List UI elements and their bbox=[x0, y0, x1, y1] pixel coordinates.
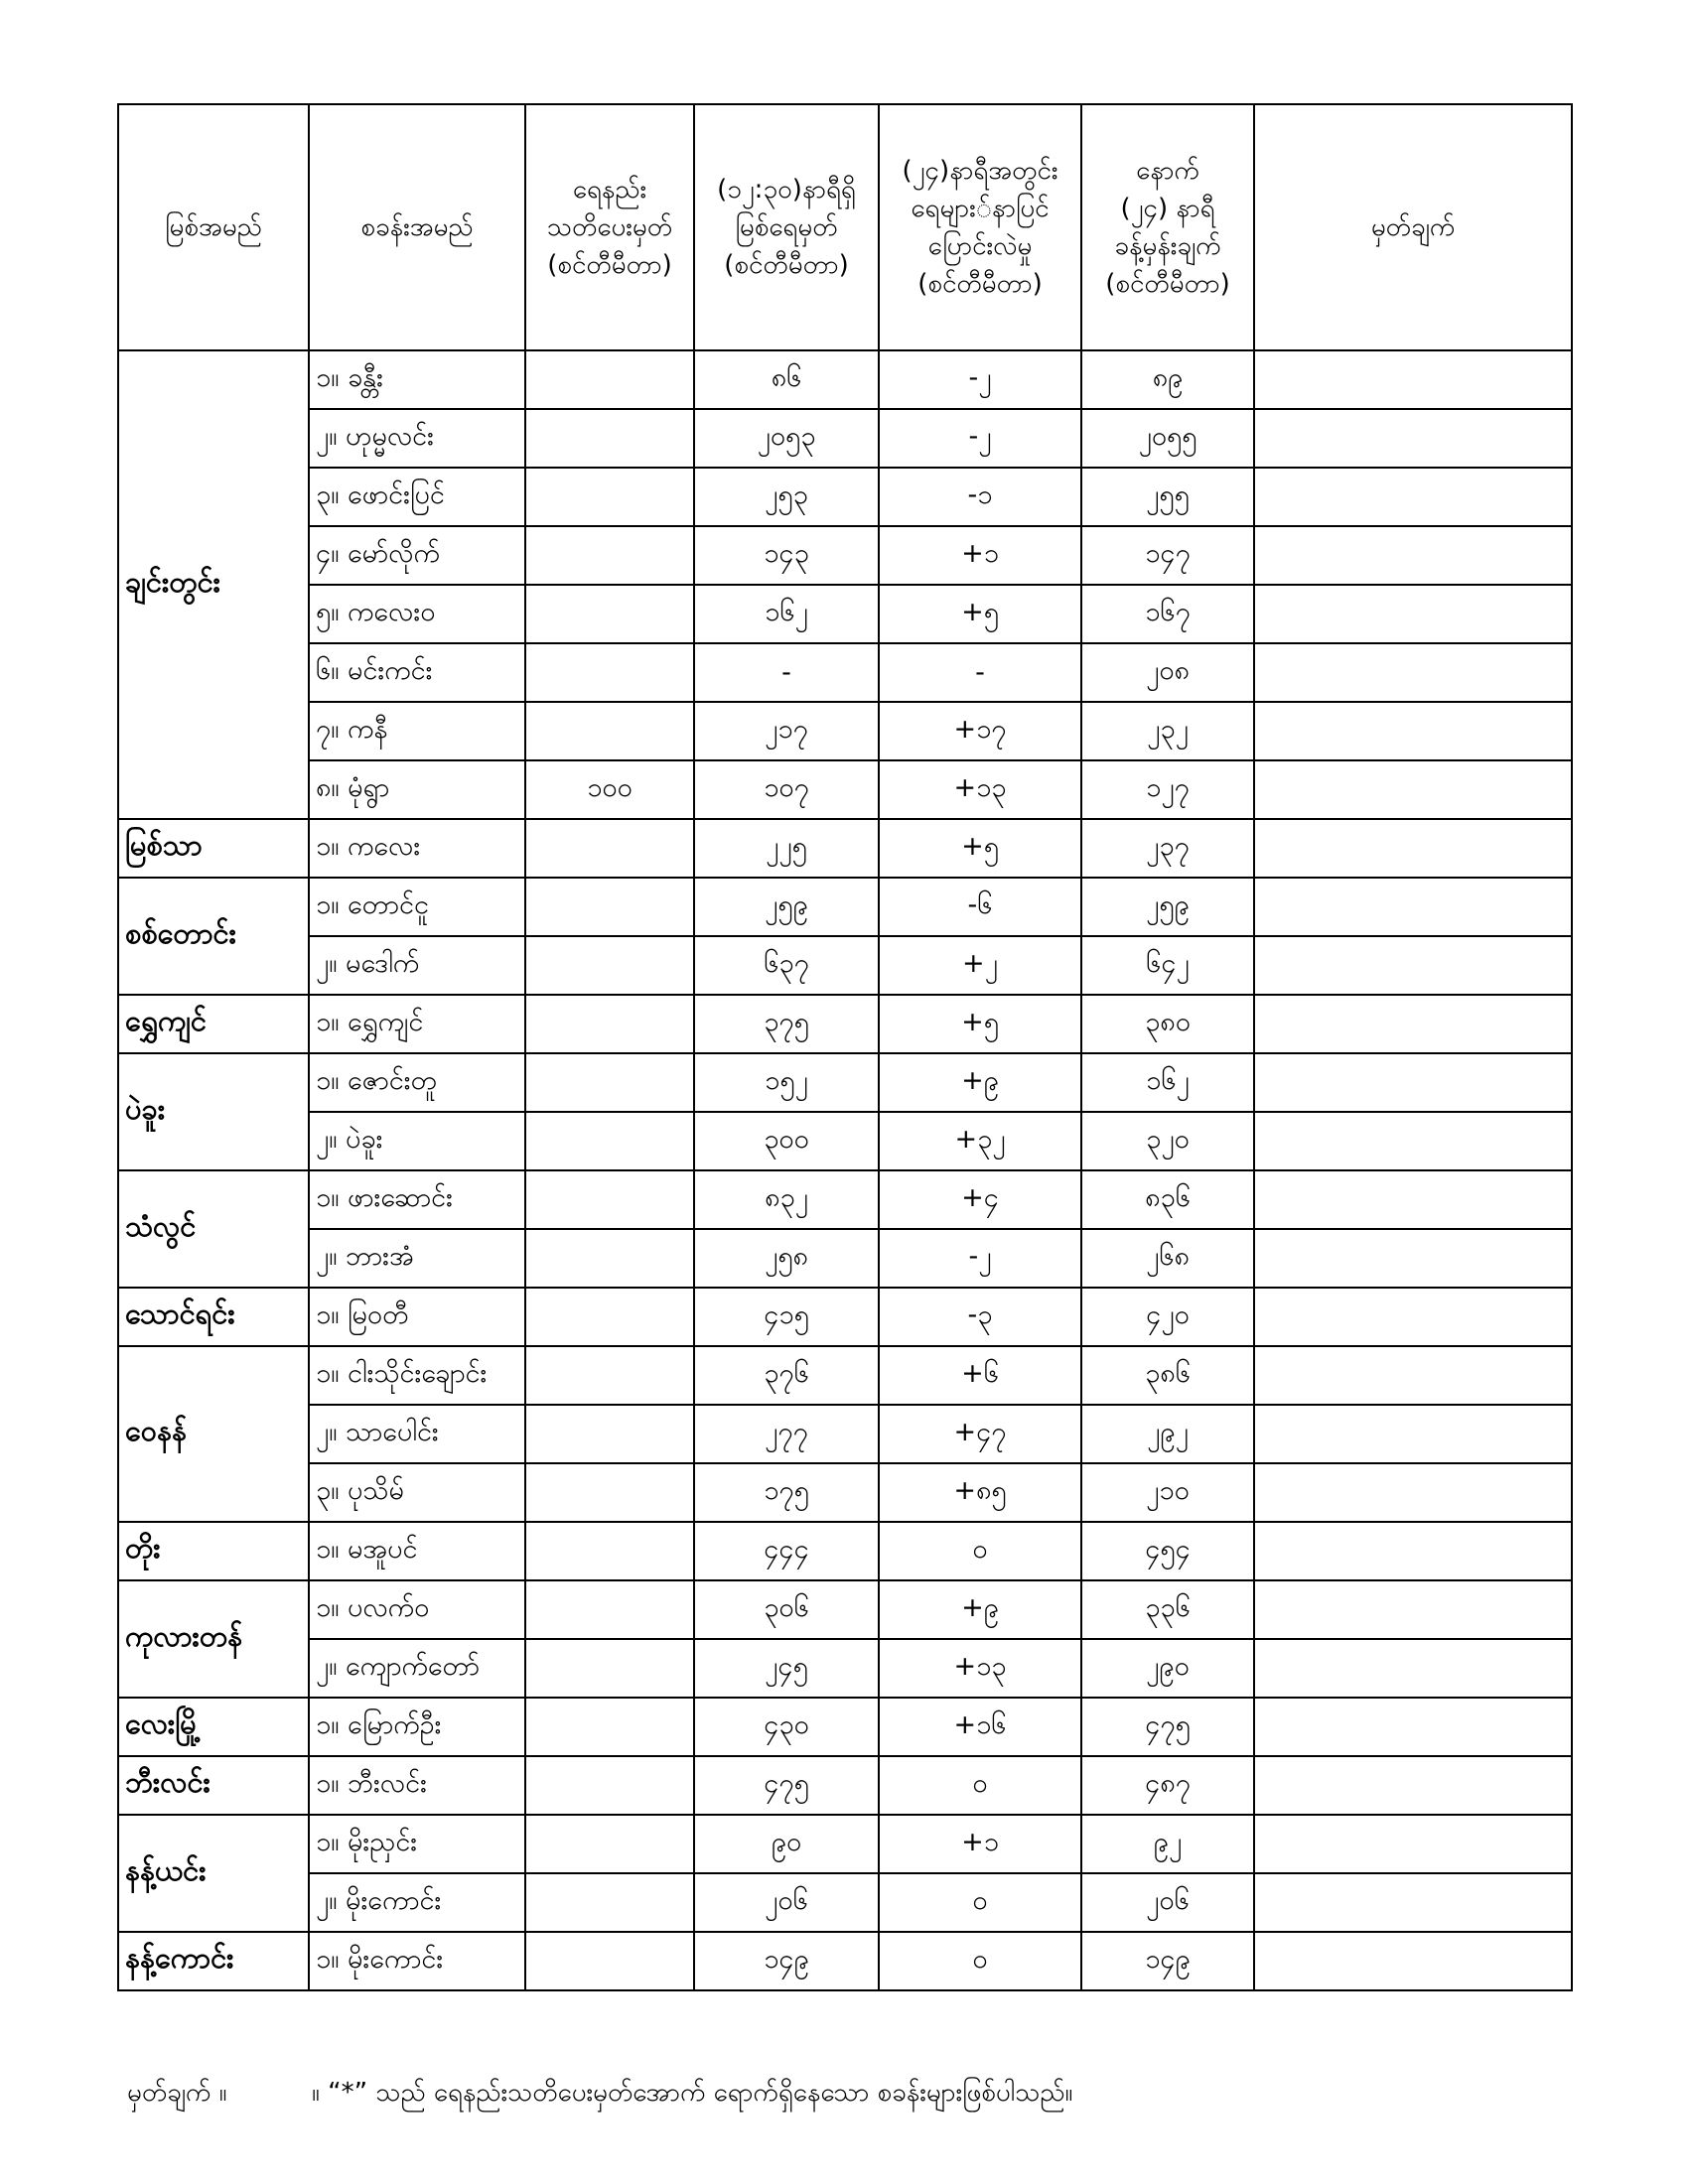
table-row bbox=[118, 468, 1572, 526]
danger-level-cell bbox=[525, 1112, 694, 1170]
station-cell: ၁။ ရွှေကျင် bbox=[309, 995, 525, 1053]
remark-cell bbox=[1254, 585, 1572, 643]
table-row bbox=[118, 585, 1572, 643]
header-line: (စင်တီမီတာ) bbox=[724, 250, 849, 280]
change-cell: +၈၅ bbox=[879, 1463, 1081, 1522]
change-cell: +၉ bbox=[879, 1580, 1081, 1639]
river-name-cell: သောင်ရင်း bbox=[118, 1288, 309, 1346]
water-level-cell: ၁၄၉ bbox=[694, 1932, 879, 1990]
water-level-cell: ၄၁၅ bbox=[694, 1288, 879, 1346]
danger-level-cell bbox=[525, 1873, 694, 1932]
forecast-cell: ၂၅၉ bbox=[1081, 878, 1254, 936]
forecast-cell: ၄၅၄ bbox=[1081, 1522, 1254, 1580]
header-river: မြစ်အမည် bbox=[118, 104, 309, 350]
station-cell: ၆။ မင်းကင်း bbox=[309, 643, 525, 702]
header-line: (၂၄)နာရီအတွင်း bbox=[902, 156, 1058, 186]
water-level-cell: ၃၇၆ bbox=[694, 1346, 879, 1405]
remark-cell bbox=[1254, 1463, 1572, 1522]
table-row bbox=[118, 1873, 1572, 1932]
danger-level-cell bbox=[525, 1346, 694, 1405]
river-name-cell: တိုး bbox=[118, 1522, 309, 1580]
forecast-cell: ၁၄၉ bbox=[1081, 1932, 1254, 1990]
table-row bbox=[118, 760, 1572, 819]
table-row bbox=[118, 995, 1572, 1053]
station-cell: ၂။ ဘားအံ bbox=[309, 1229, 525, 1288]
remark-cell bbox=[1254, 350, 1572, 409]
change-cell: +၁၆ bbox=[879, 1698, 1081, 1756]
remark-cell bbox=[1254, 1580, 1572, 1639]
table-row bbox=[118, 1932, 1572, 1990]
change-cell: +၉ bbox=[879, 1053, 1081, 1112]
water-level-cell: ၂၅၃ bbox=[694, 468, 879, 526]
forecast-cell: ၃၂၀ bbox=[1081, 1112, 1254, 1170]
danger-level-cell bbox=[525, 1815, 694, 1873]
remark-cell bbox=[1254, 643, 1572, 702]
river-name-cell: လေးမြို့ bbox=[118, 1698, 309, 1756]
table-row bbox=[118, 1580, 1572, 1639]
forecast-cell: ၂၅၅ bbox=[1081, 468, 1254, 526]
station-cell: ၂။ ဟုမ္မလင်း bbox=[309, 409, 525, 468]
table-row bbox=[118, 526, 1572, 585]
danger-level-cell bbox=[525, 819, 694, 878]
header-danger-level bbox=[525, 104, 694, 350]
table-row bbox=[118, 936, 1572, 995]
station-cell: ၁။ ဘီးလင်း bbox=[309, 1756, 525, 1815]
river-name-cell: ရွှေကျင် bbox=[118, 995, 309, 1053]
footnote-label: မှတ်ချက် ။ bbox=[127, 2078, 227, 2108]
forecast-cell: ၁၆၂ bbox=[1081, 1053, 1254, 1112]
danger-level-cell bbox=[525, 936, 694, 995]
change-cell: ၀ bbox=[879, 1873, 1081, 1932]
danger-level-cell bbox=[525, 1229, 694, 1288]
station-cell: ၄။ မော်လိုက် bbox=[309, 526, 525, 585]
river-name-cell: စစ်တောင်း bbox=[118, 878, 309, 995]
remark-cell bbox=[1254, 995, 1572, 1053]
station-cell: ၂။ သာပေါင်း bbox=[309, 1405, 525, 1463]
table-row bbox=[118, 878, 1572, 936]
danger-level-cell bbox=[525, 1932, 694, 1990]
forecast-cell: ၄၇၅ bbox=[1081, 1698, 1254, 1756]
station-cell: ၇။ ကနီ bbox=[309, 702, 525, 760]
header-remarks: မှတ်ချက် bbox=[1254, 104, 1572, 350]
header-line: (စင်တီမီတာ) bbox=[1105, 269, 1230, 299]
header-line: (စင်တီမီတာ) bbox=[917, 269, 1043, 299]
water-level-cell: ၂၅၈ bbox=[694, 1229, 879, 1288]
water-level-cell: ၁၀၇ bbox=[694, 760, 879, 819]
forecast-cell: ၆၄၂ bbox=[1081, 936, 1254, 995]
header-line: နောက် bbox=[1136, 156, 1199, 186]
danger-level-cell bbox=[525, 1522, 694, 1580]
table-row bbox=[118, 1170, 1572, 1229]
remark-cell bbox=[1254, 1639, 1572, 1698]
change-cell: +၅ bbox=[879, 995, 1081, 1053]
forecast-cell: ၂၆၈ bbox=[1081, 1229, 1254, 1288]
danger-level-cell bbox=[525, 585, 694, 643]
river-name-cell: ကုလားတန် bbox=[118, 1580, 309, 1698]
station-cell: ၁။ မိုးညှင်း bbox=[309, 1815, 525, 1873]
change-cell: -၃ bbox=[879, 1288, 1081, 1346]
change-cell: ၀ bbox=[879, 1756, 1081, 1815]
water-level-cell: ၁၅၂ bbox=[694, 1053, 879, 1112]
remark-cell bbox=[1254, 1815, 1572, 1873]
table-row bbox=[118, 1288, 1572, 1346]
change-cell: -၂ bbox=[879, 409, 1081, 468]
danger-level-cell bbox=[525, 1405, 694, 1463]
water-level-cell: ၈၃၂ bbox=[694, 1170, 879, 1229]
station-cell: ၈။ မုံရွာ bbox=[309, 760, 525, 819]
river-name-cell: ချင်းတွင်း bbox=[118, 350, 309, 819]
station-cell: ၂။ ပဲခူး bbox=[309, 1112, 525, 1170]
change-cell: -၂ bbox=[879, 1229, 1081, 1288]
river-name-cell: နန့်ကောင်း bbox=[118, 1932, 309, 1990]
forecast-cell: ၂၀၆ bbox=[1081, 1873, 1254, 1932]
table-body bbox=[118, 350, 1572, 1990]
water-level-cell: ၉၀ bbox=[694, 1815, 879, 1873]
danger-level-cell bbox=[525, 1170, 694, 1229]
header-line: (၁၂:၃၀)နာရီရှိ bbox=[717, 175, 856, 205]
station-cell: ၁။ ဖားဆောင်း bbox=[309, 1170, 525, 1229]
station-cell: ၃။ ပုသိမ် bbox=[309, 1463, 525, 1522]
change-cell: +၄ bbox=[879, 1170, 1081, 1229]
change-cell: +၆ bbox=[879, 1346, 1081, 1405]
water-level-cell: ၈၆ bbox=[694, 350, 879, 409]
remark-cell bbox=[1254, 819, 1572, 878]
water-level-cell: ၂၂၅ bbox=[694, 819, 879, 878]
header-station: စခန်းအမည် bbox=[309, 104, 525, 350]
water-level-cell: ၃၇၅ bbox=[694, 995, 879, 1053]
danger-level-cell: ၁၀၀ bbox=[525, 760, 694, 819]
remark-cell bbox=[1254, 1698, 1572, 1756]
station-cell: ၂။ မိုးကောင်း bbox=[309, 1873, 525, 1932]
header-current-level bbox=[694, 104, 879, 350]
header-line: သတိပေးမှတ် bbox=[546, 212, 673, 242]
station-cell: ၁။ တောင်ငူ bbox=[309, 878, 525, 936]
station-cell: ၁။ ဇောင်းတူ bbox=[309, 1053, 525, 1112]
water-level-cell: ၁၆၂ bbox=[694, 585, 879, 643]
change-cell: -၂ bbox=[879, 350, 1081, 409]
danger-level-cell bbox=[525, 702, 694, 760]
water-level-cell: ၄၃၀ bbox=[694, 1698, 879, 1756]
remark-cell bbox=[1254, 1522, 1572, 1580]
station-cell: ၁။ မအူပင် bbox=[309, 1522, 525, 1580]
forecast-cell: ၁၂၇ bbox=[1081, 760, 1254, 819]
water-level-cell: ၂၅၉ bbox=[694, 878, 879, 936]
forecast-cell: ၂၉၀ bbox=[1081, 1639, 1254, 1698]
station-cell: ၁။ ခန္တီး bbox=[309, 350, 525, 409]
table-row bbox=[118, 702, 1572, 760]
station-cell: ၁။ မြဝတီ bbox=[309, 1288, 525, 1346]
change-cell: -၆ bbox=[879, 878, 1081, 936]
danger-level-cell bbox=[525, 409, 694, 468]
remark-cell bbox=[1254, 526, 1572, 585]
table-row bbox=[118, 1815, 1572, 1873]
remark-cell bbox=[1254, 878, 1572, 936]
station-cell: ၁။ ပလက်ဝ bbox=[309, 1580, 525, 1639]
water-level-cell: ၂၄၅ bbox=[694, 1639, 879, 1698]
river-name-cell: နန့်ယင်း bbox=[118, 1815, 309, 1932]
header-line: ရေနည်း bbox=[572, 175, 647, 205]
danger-level-cell bbox=[525, 526, 694, 585]
forecast-cell: ၃၃၆ bbox=[1081, 1580, 1254, 1639]
danger-level-cell bbox=[525, 1756, 694, 1815]
change-cell: +၄၇ bbox=[879, 1405, 1081, 1463]
header-change-24h bbox=[879, 104, 1081, 350]
change-cell: +၁၇ bbox=[879, 702, 1081, 760]
change-cell: +၃၂ bbox=[879, 1112, 1081, 1170]
remark-cell bbox=[1254, 1229, 1572, 1288]
remark-cell bbox=[1254, 1170, 1572, 1229]
danger-level-cell bbox=[525, 350, 694, 409]
table-row bbox=[118, 1229, 1572, 1288]
danger-level-cell bbox=[525, 1698, 694, 1756]
change-cell: +၁ bbox=[879, 526, 1081, 585]
remark-cell bbox=[1254, 1053, 1572, 1112]
river-name-cell: သံလွင် bbox=[118, 1170, 309, 1288]
table-row bbox=[118, 350, 1572, 409]
header-forecast bbox=[1081, 104, 1254, 350]
remark-cell bbox=[1254, 1288, 1572, 1346]
forecast-cell: ၂၁၀ bbox=[1081, 1463, 1254, 1522]
header-line: (စင်တီမီတာ) bbox=[547, 250, 672, 280]
change-cell: +၁၃ bbox=[879, 1639, 1081, 1698]
footnote bbox=[127, 2071, 1557, 2115]
footnote-text: ။ “*” သည် ရေနည်းသတိပေးမှတ်အောက် ရောက်ရှိနေသော စခန်းများဖြစ်ပါသည်။ bbox=[312, 2078, 1073, 2108]
water-level-cell: ၆၃၇ bbox=[694, 936, 879, 995]
table-row bbox=[118, 1053, 1572, 1112]
table-row bbox=[118, 643, 1572, 702]
header-line: ခန့်မှန်းချက် bbox=[1114, 231, 1221, 261]
table-row bbox=[118, 1698, 1572, 1756]
table-row bbox=[118, 819, 1572, 878]
header-row bbox=[118, 104, 1572, 350]
forecast-cell: ၂၃၇ bbox=[1081, 819, 1254, 878]
river-name-cell: ဘီးလင်း bbox=[118, 1756, 309, 1815]
table-row bbox=[118, 1112, 1572, 1170]
forecast-cell: ၁၆၇ bbox=[1081, 585, 1254, 643]
table-row bbox=[118, 1346, 1572, 1405]
change-cell: - bbox=[879, 643, 1081, 702]
forecast-cell: ၈၉ bbox=[1081, 350, 1254, 409]
change-cell: +၅ bbox=[879, 585, 1081, 643]
table-row bbox=[118, 1405, 1572, 1463]
remark-cell bbox=[1254, 1346, 1572, 1405]
water-level-cell: ၂၁၇ bbox=[694, 702, 879, 760]
station-cell: ၂။ ကျောက်တော် bbox=[309, 1639, 525, 1698]
change-cell: +၅ bbox=[879, 819, 1081, 878]
danger-level-cell bbox=[525, 643, 694, 702]
forecast-cell: ၈၃၆ bbox=[1081, 1170, 1254, 1229]
forecast-cell: ၁၄၇ bbox=[1081, 526, 1254, 585]
station-cell: ၁။ မိုးကောင်း bbox=[309, 1932, 525, 1990]
remark-cell bbox=[1254, 1932, 1572, 1990]
station-cell: ၅။ ကလေးဝ bbox=[309, 585, 525, 643]
danger-level-cell bbox=[525, 1639, 694, 1698]
station-cell: ၁။ ငါးသိုင်းချောင်း bbox=[309, 1346, 525, 1405]
forecast-cell: ၉၂ bbox=[1081, 1815, 1254, 1873]
change-cell: -၁ bbox=[879, 468, 1081, 526]
table-row bbox=[118, 1463, 1572, 1522]
danger-level-cell bbox=[525, 1580, 694, 1639]
table-row bbox=[118, 1639, 1572, 1698]
forecast-cell: ၂၃၂ bbox=[1081, 702, 1254, 760]
danger-level-cell bbox=[525, 878, 694, 936]
river-name-cell: မြစ်သာ bbox=[118, 819, 309, 878]
danger-level-cell bbox=[525, 995, 694, 1053]
change-cell: ၀ bbox=[879, 1932, 1081, 1990]
remark-cell bbox=[1254, 468, 1572, 526]
change-cell: +၁၃ bbox=[879, 760, 1081, 819]
water-level-cell: ၁၇၅ bbox=[694, 1463, 879, 1522]
water-level-cell: ၂၇၇ bbox=[694, 1405, 879, 1463]
station-cell: ၁။ မြောက်ဦး bbox=[309, 1698, 525, 1756]
table-row bbox=[118, 1522, 1572, 1580]
forecast-cell: ၂၀၈ bbox=[1081, 643, 1254, 702]
remark-cell bbox=[1254, 409, 1572, 468]
river-name-cell: ဝေနန် bbox=[118, 1346, 309, 1522]
water-level-cell: - bbox=[694, 643, 879, 702]
forecast-cell: ၄၂၀ bbox=[1081, 1288, 1254, 1346]
change-cell: +၂ bbox=[879, 936, 1081, 995]
header-line: ပြောင်းလဲမှု bbox=[927, 231, 1033, 261]
water-level-cell: ၄၄၄ bbox=[694, 1522, 879, 1580]
remark-cell bbox=[1254, 1756, 1572, 1815]
danger-level-cell bbox=[525, 1463, 694, 1522]
forecast-cell: ၃၈၆ bbox=[1081, 1346, 1254, 1405]
water-level-cell: ၃၀၆ bbox=[694, 1580, 879, 1639]
station-cell: ၂။ မဒေါက် bbox=[309, 936, 525, 995]
forecast-cell: ၂၉၂ bbox=[1081, 1405, 1254, 1463]
danger-level-cell bbox=[525, 468, 694, 526]
remark-cell bbox=[1254, 702, 1572, 760]
river-level-table bbox=[117, 103, 1573, 1991]
remark-cell bbox=[1254, 1112, 1572, 1170]
change-cell: +၁ bbox=[879, 1815, 1081, 1873]
header-line: ရေများ်နာပြင် bbox=[911, 194, 1050, 223]
water-level-cell: ၂၀၆ bbox=[694, 1873, 879, 1932]
header-line: မြစ်ရေမှတ် bbox=[735, 212, 838, 242]
forecast-cell: ၄၈၇ bbox=[1081, 1756, 1254, 1815]
water-level-cell: ၁၄၃ bbox=[694, 526, 879, 585]
remark-cell bbox=[1254, 936, 1572, 995]
remark-cell bbox=[1254, 1873, 1572, 1932]
river-name-cell: ပဲခူး bbox=[118, 1053, 309, 1170]
water-level-cell: ၄၇၅ bbox=[694, 1756, 879, 1815]
water-level-cell: ၃၀၀ bbox=[694, 1112, 879, 1170]
water-level-cell: ၂၀၅၃ bbox=[694, 409, 879, 468]
forecast-cell: ၃၈၀ bbox=[1081, 995, 1254, 1053]
header-line: (၂၄) နာရီ bbox=[1120, 194, 1215, 223]
station-cell: ၁။ ကလေး bbox=[309, 819, 525, 878]
table-row bbox=[118, 409, 1572, 468]
station-cell: ၃။ ဖောင်းပြင် bbox=[309, 468, 525, 526]
remark-cell bbox=[1254, 760, 1572, 819]
change-cell: ၀ bbox=[879, 1522, 1081, 1580]
danger-level-cell bbox=[525, 1288, 694, 1346]
table-row bbox=[118, 1756, 1572, 1815]
remark-cell bbox=[1254, 1405, 1572, 1463]
danger-level-cell bbox=[525, 1053, 694, 1112]
forecast-cell: ၂၀၅၅ bbox=[1081, 409, 1254, 468]
